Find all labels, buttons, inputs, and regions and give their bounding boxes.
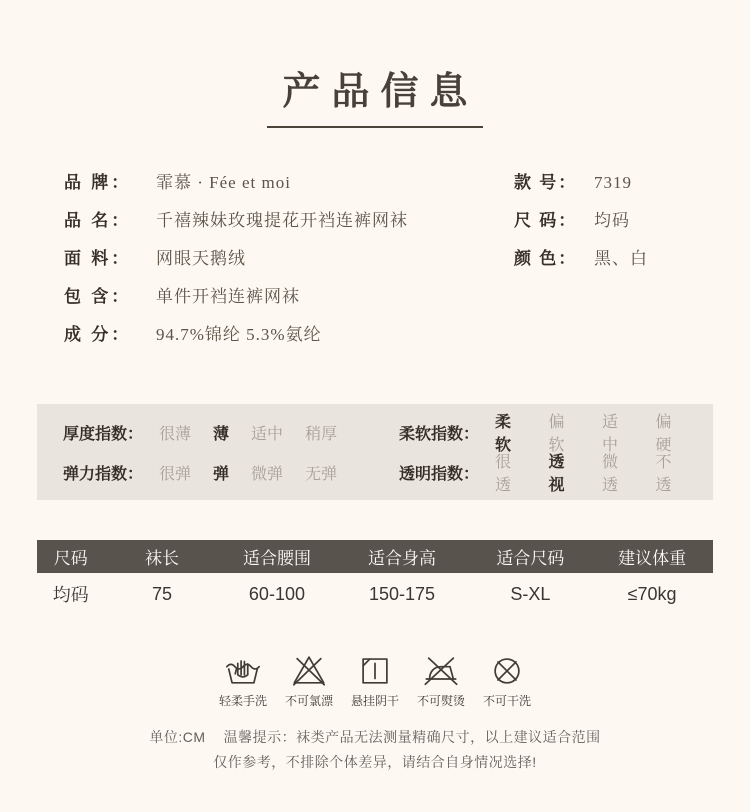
info-row-contents	[64, 282, 514, 320]
style-no-label: 款 号：	[514, 173, 578, 192]
cell-fit-size: S-XL	[510, 583, 551, 604]
col-header-weight: 建议体重	[618, 549, 687, 568]
info-row-size	[514, 206, 714, 244]
color-label: 颜 色：	[514, 249, 578, 268]
care-icons-row	[0, 651, 750, 709]
index-option-active: 透视	[548, 454, 565, 494]
index-option: 稍厚	[305, 425, 338, 443]
index-option: 偏硬	[655, 414, 672, 454]
unit-note: 单位:CM	[149, 729, 206, 745]
elasticity-index-options	[159, 461, 337, 484]
fabric-value: 网眼天鹅绒	[156, 249, 246, 268]
info-row-fabric	[64, 244, 514, 282]
footnote-line-1	[0, 725, 750, 750]
index-option-active: 弹	[213, 465, 230, 483]
index-option: 微透	[602, 454, 619, 494]
footnote	[0, 725, 750, 775]
no-iron-icon	[422, 651, 460, 689]
size-table-row	[37, 573, 713, 615]
care-label: 悬挂阴干	[350, 694, 399, 708]
size-value: 均码	[594, 211, 630, 230]
care-label: 轻柔手洗	[218, 694, 267, 708]
product-details-section	[0, 168, 750, 358]
index-option: 偏软	[548, 414, 565, 454]
index-option: 适中	[602, 414, 619, 454]
elasticity-index-label: 弹力指数：	[63, 465, 144, 483]
info-row-product-name	[64, 206, 514, 244]
fabric-label: 面 料：	[64, 249, 132, 268]
size-table-header	[37, 540, 713, 573]
index-option: 无弹	[305, 465, 338, 483]
composition-label: 成 分：	[64, 325, 132, 344]
hang-dry-icon	[356, 651, 394, 689]
elasticity-index-row	[63, 452, 399, 492]
product-name-label: 品 名：	[64, 211, 132, 230]
col-header-height: 适合身高	[368, 549, 436, 568]
cell-size: 均码	[52, 585, 89, 605]
care-item-hand-wash	[215, 651, 271, 709]
color-value: 黑、白	[594, 249, 648, 268]
no-dry-clean-icon	[488, 651, 526, 689]
thickness-index-options	[159, 421, 337, 444]
transparency-index-options	[495, 449, 687, 495]
care-label: 不可氯漂	[284, 694, 333, 708]
index-option: 微弹	[251, 465, 284, 483]
care-item-no-dry-clean	[479, 651, 535, 709]
cell-sock-length: 75	[152, 583, 173, 604]
info-row-composition	[64, 320, 514, 358]
transparency-index-row	[399, 452, 687, 492]
care-label: 不可熨烫	[416, 694, 465, 708]
no-bleach-icon	[290, 651, 328, 689]
footnote-line-2: 仅作参考，不排除个体差异，请结合自身情况选择!	[213, 754, 537, 770]
hand-wash-icon	[224, 651, 262, 689]
softness-index-label: 柔软指数：	[399, 425, 480, 443]
index-option: 很透	[495, 454, 512, 494]
contents-label: 包 含：	[64, 287, 132, 306]
col-header-size: 尺码	[53, 549, 88, 568]
index-option-active: 薄	[213, 425, 230, 443]
size-label: 尺 码：	[514, 211, 578, 230]
softness-index-row	[399, 412, 687, 452]
header	[0, 0, 750, 128]
care-item-no-iron	[413, 651, 469, 709]
info-row-color	[514, 244, 714, 282]
index-panel	[37, 404, 713, 500]
index-option: 很薄	[159, 425, 192, 443]
cell-weight: ≤70kg	[627, 583, 677, 604]
thickness-index-label: 厚度指数：	[63, 425, 144, 443]
care-item-hang-dry	[347, 651, 403, 709]
index-option-active: 柔软	[495, 414, 512, 454]
index-option: 不透	[655, 454, 672, 494]
brand-value: 霏慕 · Fée et moi	[156, 173, 291, 192]
cell-height: 150-175	[368, 583, 436, 604]
info-row-style-no	[514, 168, 714, 206]
care-label: 不可干洗	[482, 694, 531, 708]
brand-label: 品 牌：	[64, 173, 132, 192]
style-no-value: 7319	[594, 173, 632, 192]
size-table	[37, 540, 713, 615]
tip-text: 温馨提示：袜类产品无法测量精确尺寸，以上建议适合范围	[223, 729, 601, 745]
col-header-waist: 适合腰围	[242, 549, 311, 568]
col-header-sock-length: 袜长	[145, 549, 180, 568]
transparency-index-label: 透明指数：	[399, 465, 480, 483]
index-option: 适中	[251, 425, 284, 443]
page-title: 产品信息	[282, 71, 479, 113]
thickness-index-row	[63, 412, 399, 452]
composition-value: 94.7%锦纶 5.3%氨纶	[156, 325, 322, 344]
product-details-right	[514, 168, 714, 358]
cell-waist: 60-100	[248, 583, 305, 604]
title-underline	[267, 126, 483, 128]
care-item-no-bleach	[281, 651, 337, 709]
info-row-brand	[64, 168, 514, 206]
product-details-left	[64, 168, 514, 358]
index-option: 很弹	[159, 465, 192, 483]
col-header-fit-size: 适合尺码	[496, 549, 565, 568]
contents-value: 单件开裆连裤网袜	[156, 287, 300, 306]
product-name-value: 千禧辣妹玫瑰提花开裆连裤网袜	[156, 211, 408, 230]
